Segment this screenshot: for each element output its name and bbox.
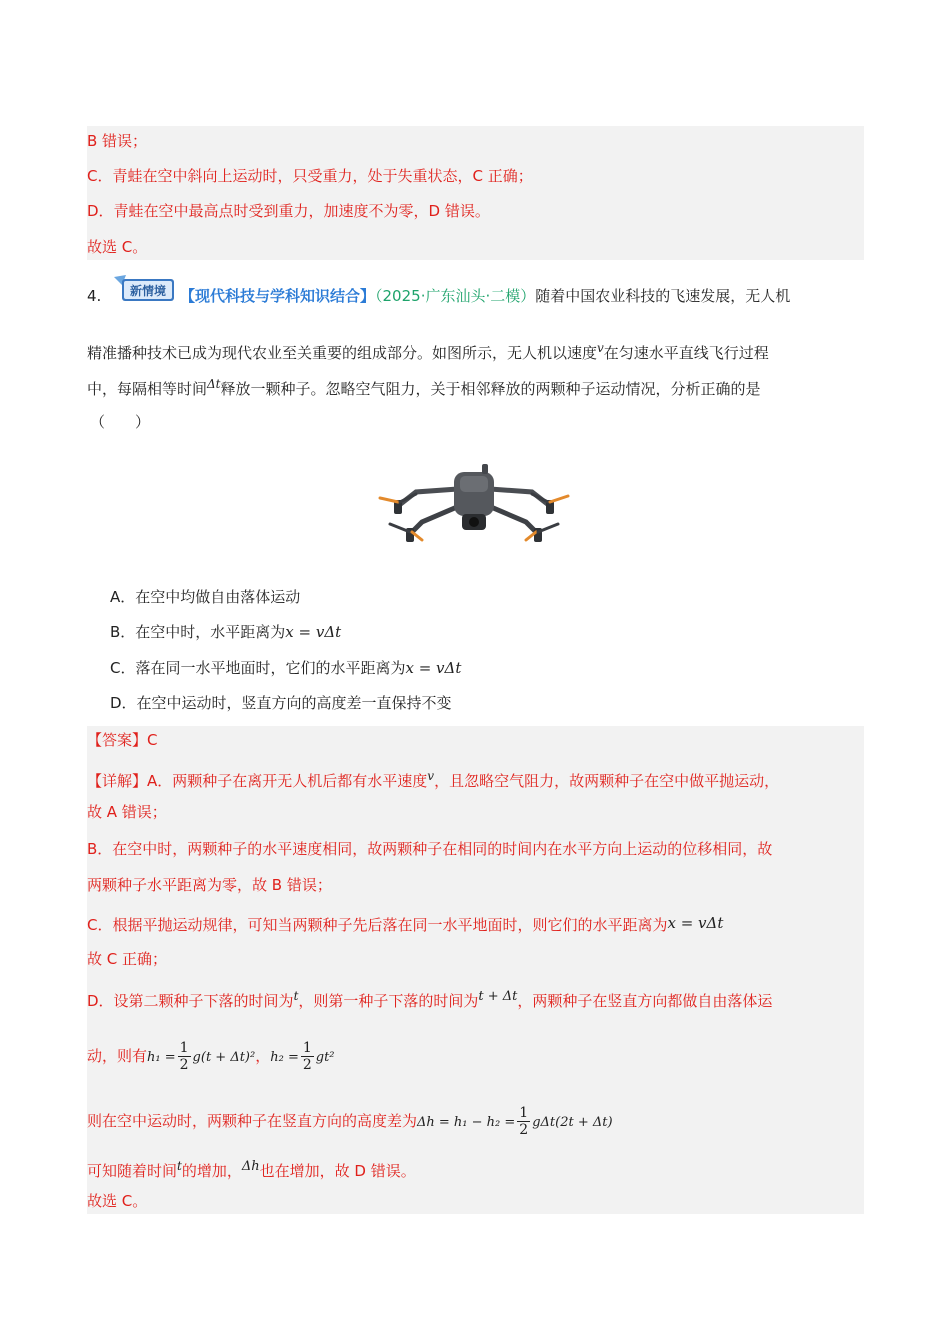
new-scenario-badge-icon [112,271,176,303]
detail-7-var-t: t [293,989,299,1003]
h2-expr: gt² [315,1050,335,1065]
detail-8-sep: ， [255,1047,271,1065]
var-dt: Δt [207,377,221,391]
detail-line-2: 故 A 错误； [87,803,167,821]
detail-5a: C．根据平抛运动规律，可知当两颗种子先后落在同一水平地面时，则它们的水平距离为 [87,916,668,934]
answer-label: 【答案】C [87,731,158,749]
h2-eq: h₂ = [270,1050,299,1065]
badge-label: 新情境 [129,284,167,298]
detail-10a: 可知随着时间 [87,1162,178,1180]
detail-line-11: 故选 C。 [87,1192,148,1210]
frac-half-2: $\frac{1}{2}$ [302,1040,312,1073]
question-stem-2 [87,337,769,364]
detail-line-10 [87,1155,416,1182]
question-stem-3 [87,373,761,400]
detail-label: 【详解】 [87,772,148,790]
detail-10-var-t: t [177,1159,182,1173]
option-c-text: C．落在同一水平地面时，它们的水平距离为 [110,659,406,677]
prev-solution-b: B 错误； [87,132,148,150]
option-b[interactable] [110,621,341,643]
stem-text-2a: 精准播种技术已成为现代农业至关重要的组成部分。如图所示，无人机以速度 [87,344,598,362]
prev-solution-block [87,126,864,260]
question-tag: 【现代科技与学科知识结合】 [180,287,376,305]
h1-expr: g(t + Δt)² [192,1050,256,1065]
frac-half-1: $\frac{1}{2}$ [179,1040,189,1073]
option-b-text: B．在空中时，水平距离为 [110,623,286,641]
detail-7b: ，则第一种子下落的时间为 [298,992,479,1010]
stem-text-2b: 在匀速水平直线飞行过程 [603,344,769,362]
option-c-math: x = vΔt [405,659,462,677]
detail-var-v: v [427,769,435,783]
var-v: v [597,341,604,355]
option-c[interactable] [110,657,461,679]
detail-line-5 [87,912,723,936]
detail-9a: 则在空中运动时，两颗种子在竖直方向的高度差为 [87,1112,418,1130]
question-source: （2025·广东汕头·二模） [375,287,536,305]
stem-text-1: 随着中国农业科技的飞速发展，无人机 [535,287,791,305]
detail-7c: ，两颗种子在竖直方向都做自由落体运 [517,992,773,1010]
prev-solution-c: C．青蛙在空中斜向上运动时，只受重力，处于失重状态，C 正确； [87,167,533,185]
question-paren: （ ） [90,413,151,431]
detail-8a: 动，则有 [87,1047,148,1065]
detail-1b: ，且忽略空气阻力，故两颗种子在空中做平抛运动， [434,772,780,790]
dh-expr: gΔt(2t + Δt) [532,1115,613,1130]
detail-10c: 也在增加，故 D 错误。 [259,1162,416,1180]
option-d[interactable]: D．在空中运动时，竖直方向的高度差一直保持不变 [110,694,452,712]
prev-solution-d: D．青蛙在空中最高点时受到重力，加速度不为零，D 错误。 [87,202,490,220]
stem-text-3b: 释放一颗种子。忽略空气阻力，关于相邻释放的两颗种子运动情况，分析正确的是 [220,380,761,398]
detail-line-8 [87,1034,335,1080]
stem-text-3a: 中，每隔相等时间 [87,380,208,398]
option-a[interactable]: A．在空中均做自由落体运动 [110,588,301,606]
detail-line-9 [87,1099,613,1145]
prev-solution-choice: 故选 C。 [87,238,148,256]
detail-line-1 [87,765,779,792]
detail-7-math: t + Δt [478,989,518,1004]
h1-eq: h₁ = [147,1050,176,1065]
dh-eq: Δh = h₁ − h₂ = [417,1115,516,1130]
detail-1a: A．两颗种子在离开无人机后都有水平速度 [147,772,428,790]
drone-image [376,458,572,548]
detail-line-6: 故 C 正确； [87,950,168,968]
question-number: 4. [87,287,102,305]
detail-5-math: x = vΔt [667,914,724,932]
option-b-math: x = vΔt [285,623,342,641]
detail-line-4: 两颗种子水平距离为零，故 B 错误； [87,876,332,894]
detail-line-7 [87,985,772,1012]
detail-10b: 的增加， [181,1162,242,1180]
detail-7a: D．设第二颗种子下落的时间为 [87,992,294,1010]
frac-half-3: $\frac{1}{2}$ [519,1105,529,1138]
detail-10-dh: Δh [241,1159,260,1174]
detail-line-3: B．在空中时，两颗种子的水平速度相同，故两颗种子在相同的时间内在水平方向上运动的位移相同，故 [87,840,773,858]
question-stem-1 [180,285,790,307]
